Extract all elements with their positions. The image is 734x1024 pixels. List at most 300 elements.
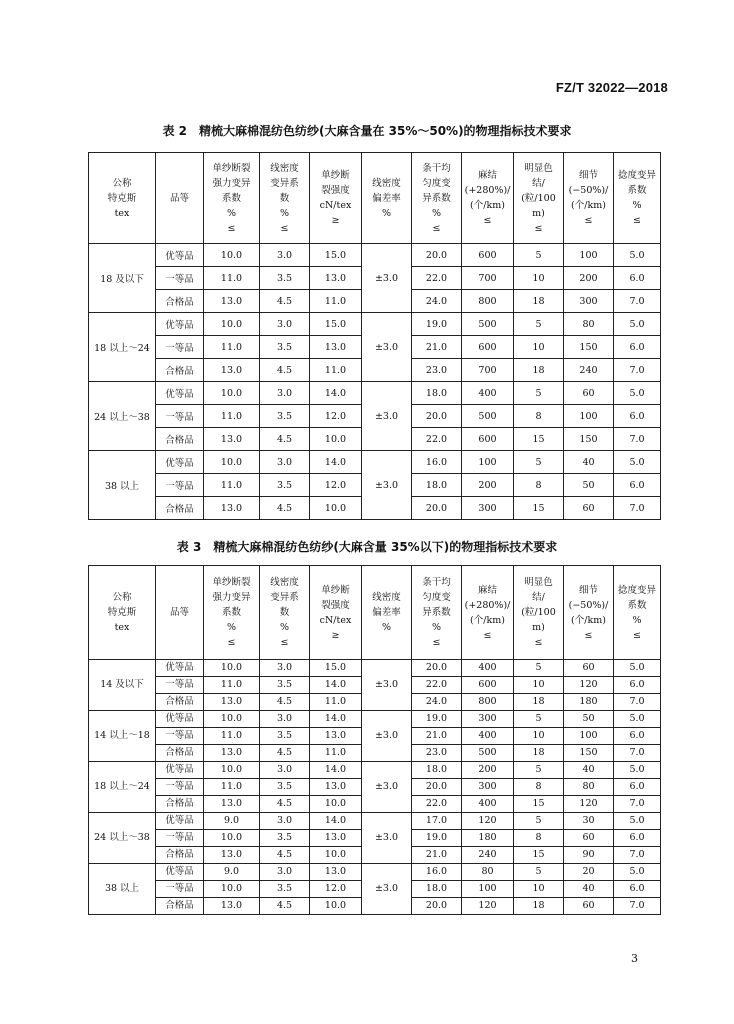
grade-cell: 合格品: [156, 898, 204, 915]
value-cell: 16.0: [412, 451, 462, 474]
value-cell: 18: [514, 359, 564, 382]
value-cell: 5: [514, 451, 564, 474]
value-cell: 6.0: [614, 405, 661, 428]
value-cell: 10.0: [204, 660, 260, 677]
column-header: [89, 153, 156, 244]
value-cell: 500: [462, 745, 514, 762]
value-cell: 10: [514, 728, 564, 745]
value-cell: 6.0: [614, 779, 661, 796]
column-header-line: 特克斯: [107, 607, 137, 618]
value-cell: 20: [564, 864, 614, 881]
value-cell: 14.0: [310, 813, 362, 830]
value-cell: 6.0: [614, 267, 661, 290]
table-3-caption: 表 3 精梳大麻棉混纺色纺纱(大麻含量 35%以下)的物理指标技术要求: [176, 540, 558, 554]
value-cell: 18.0: [412, 382, 462, 405]
column-header-line: 匀度变: [422, 592, 451, 603]
value-cell: 5.0: [614, 382, 661, 405]
value-cell: 5: [514, 762, 564, 779]
value-cell: 7.0: [614, 290, 661, 313]
value-cell: 10: [514, 677, 564, 694]
column-header-line: 变异系: [270, 592, 299, 603]
value-cell: 11.0: [204, 336, 260, 359]
page-number: 3: [631, 952, 638, 965]
value-cell: 17.0: [412, 813, 462, 830]
value-cell: 20.0: [412, 898, 462, 915]
value-cell: 3.5: [260, 779, 310, 796]
value-cell: 180: [564, 694, 614, 711]
value-cell: 400: [462, 796, 514, 813]
table-row: [89, 244, 661, 267]
column-header: [514, 566, 564, 660]
value-cell: 18: [514, 694, 564, 711]
value-cell: 20.0: [412, 405, 462, 428]
value-cell: 600: [462, 336, 514, 359]
value-cell: 5.0: [614, 313, 661, 336]
grade-cell: 一等品: [156, 830, 204, 847]
value-cell: 600: [462, 677, 514, 694]
value-cell: 3.5: [260, 677, 310, 694]
value-cell: 13.0: [204, 898, 260, 915]
value-cell: 5: [514, 711, 564, 728]
column-header-line: 品等: [169, 607, 189, 618]
column-header-line: ≤: [432, 222, 441, 234]
standard-code: FZ/T 32022—2018: [555, 80, 668, 95]
grade-cell: 优等品: [156, 451, 204, 474]
deviation-cell: ±3.0: [362, 244, 412, 313]
column-header: [310, 566, 362, 660]
column-header: [462, 153, 514, 244]
value-cell: 150: [564, 336, 614, 359]
value-cell: 10.0: [310, 796, 362, 813]
table-row: [89, 660, 661, 677]
value-cell: 50: [564, 711, 614, 728]
grade-cell: 一等品: [156, 267, 204, 290]
value-cell: 600: [462, 428, 514, 451]
column-header-line: ≤: [280, 637, 289, 648]
column-header-line: 系数: [221, 192, 241, 204]
deviation-cell: ±3.0: [362, 313, 412, 382]
table-row: [89, 762, 661, 779]
value-cell: 300: [564, 290, 614, 313]
column-header-line: (粒/100 m): [521, 192, 556, 219]
value-cell: 18.0: [412, 474, 462, 497]
column-header-line: 公称: [112, 592, 132, 603]
value-cell: 20.0: [412, 779, 462, 796]
column-header-line: 公称: [112, 177, 132, 189]
column-header-line: %: [632, 614, 642, 626]
grade-cell: 优等品: [156, 244, 204, 267]
value-cell: 18: [514, 745, 564, 762]
column-header: [564, 566, 614, 660]
value-cell: 3.0: [260, 711, 310, 728]
value-cell: 18: [514, 290, 564, 313]
column-header: [310, 153, 362, 244]
column-header-line: (+280%)/: [464, 185, 511, 196]
value-cell: 400: [462, 660, 514, 677]
value-cell: 100: [462, 881, 514, 898]
value-cell: 14.0: [310, 711, 362, 728]
column-header: [156, 566, 204, 660]
value-cell: 100: [564, 244, 614, 267]
column-header-line: %: [431, 622, 442, 633]
column-header-line: 裂强度: [321, 185, 350, 196]
column-header-line: ≥: [331, 215, 340, 226]
value-cell: 4.5: [260, 497, 310, 520]
column-header-line: cN/tex: [319, 614, 352, 626]
value-cell: 10.0: [310, 428, 362, 451]
value-cell: 10: [514, 881, 564, 898]
column-header-line: ≤: [227, 637, 236, 648]
grade-cell: 一等品: [156, 336, 204, 359]
column-header-line: ≤: [584, 215, 593, 226]
value-cell: 3.5: [260, 405, 310, 428]
value-cell: 15.0: [310, 244, 362, 267]
value-cell: 14.0: [310, 677, 362, 694]
column-header-line: tex: [114, 207, 130, 219]
value-cell: 11.0: [204, 474, 260, 497]
value-cell: 10.0: [204, 244, 260, 267]
grade-cell: 一等品: [156, 728, 204, 745]
value-cell: 4.5: [260, 428, 310, 451]
value-cell: 20.0: [412, 660, 462, 677]
column-header-line: (个/km): [571, 614, 606, 626]
value-cell: 3.0: [260, 660, 310, 677]
value-cell: 12.0: [310, 405, 362, 428]
value-cell: 10: [514, 267, 564, 290]
value-cell: 13.0: [204, 847, 260, 864]
grade-cell: 一等品: [156, 881, 204, 898]
value-cell: 15: [514, 796, 564, 813]
deviation-cell: ±3.0: [362, 382, 412, 451]
column-header-line: 强力变异: [212, 177, 251, 189]
table-2: [88, 152, 661, 520]
value-cell: 4.5: [260, 847, 310, 864]
column-header-line: 条干均: [422, 162, 451, 174]
value-cell: 10.0: [204, 382, 260, 405]
table-row: [89, 382, 661, 405]
value-cell: 15.0: [310, 313, 362, 336]
value-cell: 600: [462, 244, 514, 267]
value-cell: 6.0: [614, 336, 661, 359]
value-cell: 800: [462, 694, 514, 711]
column-header-line: %: [226, 622, 237, 633]
value-cell: 5.0: [614, 813, 661, 830]
column-header-line: ≤: [633, 215, 641, 226]
value-cell: 15: [514, 847, 564, 864]
value-cell: 10.0: [310, 497, 362, 520]
value-cell: 120: [462, 898, 514, 915]
value-cell: 500: [462, 313, 514, 336]
value-cell: 3.0: [260, 244, 310, 267]
column-header-line: 偏差率: [372, 607, 401, 618]
value-cell: 14.0: [310, 451, 362, 474]
value-cell: 40: [564, 881, 614, 898]
column-header: [614, 153, 661, 244]
value-cell: 3.0: [260, 451, 310, 474]
value-cell: 22.0: [412, 677, 462, 694]
column-header-line: %: [279, 622, 290, 633]
value-cell: 5.0: [614, 762, 661, 779]
value-cell: 11.0: [310, 745, 362, 762]
value-cell: 200: [564, 267, 614, 290]
value-cell: 11.0: [204, 728, 260, 745]
value-cell: 300: [462, 779, 514, 796]
value-cell: 13.0: [310, 267, 362, 290]
value-cell: 9.0: [204, 813, 260, 830]
value-cell: 500: [462, 405, 514, 428]
column-header-line: 线密度: [372, 177, 401, 189]
column-header-line: 系数: [221, 607, 241, 618]
column-header-line: %: [632, 200, 642, 211]
value-cell: 19.0: [412, 313, 462, 336]
value-cell: 10.0: [204, 762, 260, 779]
grade-cell: 合格品: [156, 796, 204, 813]
value-cell: 5.0: [614, 864, 661, 881]
column-header-line: 单纱断裂: [212, 577, 251, 588]
value-cell: 10.0: [310, 847, 362, 864]
value-cell: 5.0: [614, 451, 661, 474]
value-cell: 7.0: [614, 847, 661, 864]
column-header-line: 异系数: [422, 607, 451, 618]
value-cell: 13.0: [204, 497, 260, 520]
column-header-line: 数: [279, 192, 290, 204]
value-cell: 3.5: [260, 830, 310, 847]
table-row: [89, 451, 661, 474]
value-cell: 18.0: [412, 762, 462, 779]
value-cell: 7.0: [614, 497, 661, 520]
grade-cell: 优等品: [156, 762, 204, 779]
value-cell: 100: [564, 728, 614, 745]
column-header-line: (个/km): [470, 614, 505, 626]
column-header-line: (个/km): [571, 200, 606, 211]
table-row: [89, 711, 661, 728]
grade-cell: 合格品: [156, 694, 204, 711]
value-cell: 7.0: [614, 898, 661, 915]
column-header-line: %: [226, 207, 237, 219]
column-header-line: 偏差率: [372, 192, 401, 204]
value-cell: 15: [514, 497, 564, 520]
grade-cell: 优等品: [156, 382, 204, 405]
column-header: [362, 566, 412, 660]
value-cell: 5: [514, 660, 564, 677]
value-cell: 15: [514, 428, 564, 451]
value-cell: 11.0: [310, 694, 362, 711]
grade-cell: 一等品: [156, 779, 204, 796]
value-cell: 60: [564, 382, 614, 405]
value-cell: 21.0: [412, 336, 462, 359]
value-cell: 90: [564, 847, 614, 864]
value-cell: 3.0: [260, 813, 310, 830]
column-header: [204, 153, 260, 244]
column-header-line: 麻结: [477, 170, 497, 181]
value-cell: 10.0: [204, 830, 260, 847]
column-header-line: ≤: [534, 637, 543, 648]
value-cell: 10.0: [204, 881, 260, 898]
column-header-line: (−50%)/: [568, 185, 609, 196]
column-header-line: (个/km): [470, 200, 505, 211]
grade-cell: 合格品: [156, 290, 204, 313]
column-header-line: 线密度: [270, 577, 299, 588]
value-cell: 22.0: [412, 796, 462, 813]
tex-range-cell: 24 以上～38: [89, 382, 156, 451]
column-header: [89, 566, 156, 660]
grade-cell: 优等品: [156, 660, 204, 677]
value-cell: 11.0: [310, 359, 362, 382]
value-cell: 40: [564, 451, 614, 474]
value-cell: 10.0: [204, 313, 260, 336]
value-cell: 11.0: [204, 677, 260, 694]
value-cell: 4.5: [260, 290, 310, 313]
value-cell: 5.0: [614, 660, 661, 677]
value-cell: 240: [462, 847, 514, 864]
deviation-cell: ±3.0: [362, 711, 412, 762]
value-cell: 3.5: [260, 336, 310, 359]
tex-range-cell: 18 及以下: [89, 244, 156, 313]
value-cell: 10.0: [204, 451, 260, 474]
column-header-line: 麻结: [477, 584, 497, 596]
column-header-line: cN/tex: [319, 200, 352, 211]
value-cell: 5: [514, 244, 564, 267]
value-cell: 240: [564, 359, 614, 382]
value-cell: 18: [514, 898, 564, 915]
table-row: [89, 864, 661, 881]
value-cell: 24.0: [412, 290, 462, 313]
value-cell: 10: [514, 336, 564, 359]
value-cell: 6.0: [614, 881, 661, 898]
value-cell: 22.0: [412, 267, 462, 290]
column-header-line: 裂强度: [321, 599, 350, 611]
column-header-line: 条干均: [422, 577, 451, 588]
column-header-line: 强力变异: [212, 592, 251, 603]
value-cell: 3.0: [260, 313, 310, 336]
value-cell: 180: [462, 830, 514, 847]
column-header: [156, 153, 204, 244]
value-cell: 20.0: [412, 244, 462, 267]
value-cell: 8: [514, 779, 564, 796]
value-cell: 7.0: [614, 796, 661, 813]
value-cell: 100: [462, 451, 514, 474]
grade-cell: 合格品: [156, 745, 204, 762]
value-cell: 100: [564, 405, 614, 428]
value-cell: 4.5: [260, 359, 310, 382]
value-cell: 3.5: [260, 267, 310, 290]
column-header: [462, 566, 514, 660]
column-header-line: ≤: [633, 629, 641, 641]
value-cell: 6.0: [614, 474, 661, 497]
tex-range-cell: 18 以上～24: [89, 762, 156, 813]
value-cell: 12.0: [310, 474, 362, 497]
column-header-line: ≤: [483, 629, 492, 641]
table-header-row: [89, 153, 661, 244]
value-cell: 80: [564, 779, 614, 796]
value-cell: 3.5: [260, 881, 310, 898]
value-cell: 5: [514, 382, 564, 405]
value-cell: 150: [564, 745, 614, 762]
column-header-line: ≥: [331, 629, 340, 641]
column-header-line: 单纱断裂: [212, 162, 251, 174]
tex-range-cell: 18 以上～24: [89, 313, 156, 382]
value-cell: 400: [462, 728, 514, 745]
grade-cell: 优等品: [156, 313, 204, 336]
value-cell: 5.0: [614, 711, 661, 728]
value-cell: 10.0: [204, 711, 260, 728]
value-cell: 4.5: [260, 796, 310, 813]
value-cell: 7.0: [614, 745, 661, 762]
value-cell: 5: [514, 864, 564, 881]
value-cell: 10.0: [310, 898, 362, 915]
value-cell: 18.0: [412, 881, 462, 898]
value-cell: 80: [564, 313, 614, 336]
column-header: [564, 153, 614, 244]
value-cell: 7.0: [614, 359, 661, 382]
column-header-line: 单纱断: [321, 584, 350, 596]
column-header-line: 系数: [627, 185, 647, 196]
table-row: [89, 813, 661, 830]
value-cell: 21.0: [412, 847, 462, 864]
value-cell: 800: [462, 290, 514, 313]
column-header-line: 数: [279, 607, 290, 618]
value-cell: 13.0: [310, 830, 362, 847]
value-cell: 80: [462, 864, 514, 881]
deviation-cell: ±3.0: [362, 451, 412, 520]
grade-cell: 优等品: [156, 813, 204, 830]
value-cell: 11.0: [204, 779, 260, 796]
column-header-line: (+280%)/: [464, 599, 511, 611]
column-header-line: 明显色: [524, 162, 553, 174]
value-cell: 13.0: [204, 359, 260, 382]
value-cell: 13.0: [310, 779, 362, 796]
value-cell: 21.0: [412, 728, 462, 745]
value-cell: 50: [564, 474, 614, 497]
value-cell: 8: [514, 474, 564, 497]
value-cell: 19.0: [412, 830, 462, 847]
value-cell: 20.0: [412, 497, 462, 520]
value-cell: 6.0: [614, 830, 661, 847]
value-cell: 3.5: [260, 474, 310, 497]
column-header-line: %: [381, 207, 392, 219]
column-header-line: 单纱断: [321, 170, 350, 181]
column-header-line: 细节: [578, 584, 598, 596]
value-cell: 15.0: [310, 660, 362, 677]
value-cell: 200: [462, 762, 514, 779]
value-cell: 7.0: [614, 428, 661, 451]
column-header-line: ≤: [584, 629, 593, 641]
value-cell: 24.0: [412, 694, 462, 711]
column-header-line: ≤: [280, 222, 289, 234]
value-cell: 120: [564, 677, 614, 694]
value-cell: 22.0: [412, 428, 462, 451]
grade-cell: 合格品: [156, 847, 204, 864]
value-cell: 11.0: [204, 405, 260, 428]
value-cell: 40: [564, 762, 614, 779]
column-header-line: 特克斯: [107, 192, 137, 204]
tex-range-cell: 14 以上～18: [89, 711, 156, 762]
value-cell: 11.0: [310, 290, 362, 313]
value-cell: 60: [564, 497, 614, 520]
value-cell: 13.0: [310, 864, 362, 881]
grade-cell: 合格品: [156, 428, 204, 451]
column-header: [412, 153, 462, 244]
value-cell: 13.0: [204, 290, 260, 313]
value-cell: 6.0: [614, 728, 661, 745]
column-header: [260, 566, 310, 660]
value-cell: 400: [462, 382, 514, 405]
column-header-line: ≤: [227, 222, 236, 234]
table-3: [88, 565, 661, 915]
value-cell: 8: [514, 830, 564, 847]
column-header-line: %: [431, 207, 442, 219]
value-cell: 3.5: [260, 728, 310, 745]
